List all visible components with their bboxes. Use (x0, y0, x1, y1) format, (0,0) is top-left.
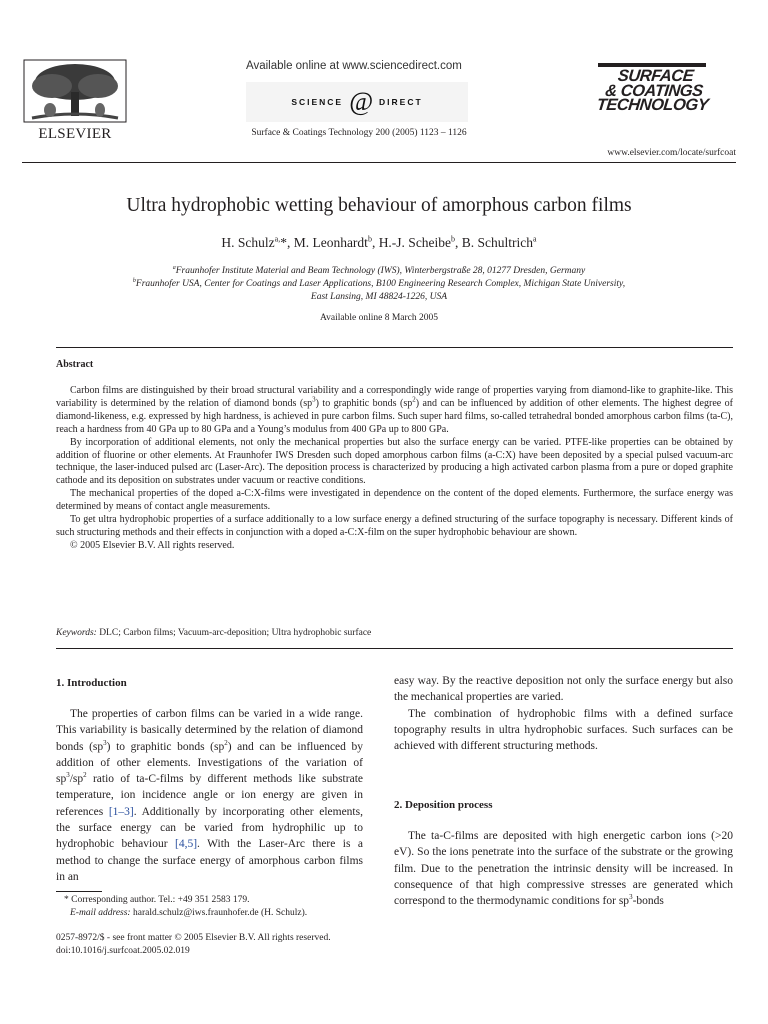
doi-line[interactable]: doi:10.1016/j.surfcoat.2005.02.019 (56, 946, 190, 956)
abstract-paragraph: By incorporation of additional elements, not only the mechanical properties but also the surface energy can be varied. PTFE-like properties can be obtained by addition of fluorine or other elements. At Fraunhofer IWS Dresden such doped amorphous carbon films (a-C:X) have been deposited by a special pulsed vacuum-arc technique, the laser-induced pulsed arc (Laser-Arc). The deposition process is characterized by producing a high activated carbon plasma from a pure or doped graphite cathode and its deposition on substrates under vacuum or reactive conditions. (56, 436, 733, 487)
right-column-top (394, 673, 733, 754)
affiliation-line (22, 279, 736, 289)
section-heading-deposition: 2. Deposition process (394, 799, 493, 811)
paper-title: Ultra hydrophobic wetting behaviour of amorphous carbon films (126, 195, 632, 216)
sd-logo-left: SCIENCE (291, 97, 344, 107)
body-text: ) to graphitic bonds (sp (106, 740, 225, 753)
sd-at-icon: @ (349, 87, 374, 116)
body-text: ) and can be influenced by addition of other elements. Investigations of the variation of sp (56, 740, 364, 786)
keywords (56, 628, 733, 638)
journal-logo-line: & COATINGS (604, 81, 704, 100)
affiliation-mark: a (172, 264, 176, 271)
author-separator: , (455, 235, 462, 250)
copyright-line: © 2005 Elsevier B.V. All rights reserved. (70, 539, 235, 551)
footnote-divider (56, 891, 102, 892)
author-affiliation-mark: b (367, 234, 372, 244)
abstract-heading: Abstract (56, 359, 94, 370)
body-paragraph: The combination of hydrophobic films with a defined surface topography results in ultra hydrophobic surfaces. Such surfaces can be achieved with different structuring methods. (394, 707, 733, 753)
sciencedirect-logo[interactable] (246, 82, 468, 122)
journal-logo (594, 63, 714, 113)
superscript: 2 (412, 395, 416, 404)
body-text: ratio of ta-C-films by different methods like substrate temperature, ion incidence angle or ion energy are given in references (56, 773, 363, 818)
affiliation-mark: b (132, 277, 136, 284)
abstract-text: Carbon films are distinguished by their broad structural variability and a correspondingly wide range of properties varying from diamond-like to graphite-like. This variability is determined by the relation of diamond bonds (sp (56, 385, 733, 409)
body-text: . Additionally by incorporating other elements, the surface energy can be varied from hydrophilic up to hydrophobic behaviour (56, 805, 363, 851)
elsevier-tree-emblem (22, 58, 128, 124)
introduction-body (56, 706, 363, 885)
affiliation-text: Fraunhofer Institute Material and Beam Technology (IWS), Winterbergstraße 28, 01277 Dresden, Germany (175, 266, 586, 276)
journal-logo-line: TECHNOLOGY (595, 96, 710, 114)
author-list (22, 235, 736, 251)
body-text: /sp (69, 773, 84, 786)
journal-reference: Surface & Coatings Technology 200 (2005) 1123 – 1126 (251, 128, 467, 138)
superscript: 3 (312, 395, 316, 404)
abstract-divider-top (56, 347, 733, 348)
author-affiliation-mark: a (533, 234, 537, 244)
author-separator: , (371, 235, 379, 250)
author-affiliation-mark: a, (274, 234, 281, 244)
body-paragraph (56, 706, 363, 885)
affiliation-line (22, 266, 736, 276)
corresponding-author-note: * Corresponding author. Tel.: +49 351 2583 179. (64, 895, 250, 905)
author-name: M. Leonhardt (293, 235, 368, 250)
body-paragraph: easy way. By the reactive deposition not only the surface energy but also the mechanical properties are varied. (394, 675, 733, 704)
sciencedirect-banner[interactable]: Available online at www.sciencedirect.com (246, 60, 462, 72)
abstract-paragraph: The mechanical properties of the doped a-C:X-films were investigated in dependence on the content of the doped elements. Furthermore, the surface energy was determined by means of contact angle measurements. (56, 488, 733, 513)
footnote (56, 894, 363, 920)
body-text: -bonds (632, 895, 664, 908)
email-address[interactable]: harald.schulz@iws.fraunhofer.de (H. Schulz). (130, 908, 308, 918)
author-affiliation-mark: b (451, 234, 456, 244)
abstract-body (56, 385, 733, 553)
keywords-list: DLC; Carbon films; Vacuum-arc-deposition; Ultra hydrophobic surface (99, 628, 372, 638)
journal-logo-text (592, 69, 717, 113)
superscript: 2 (83, 771, 87, 780)
email-label: E-mail address: (70, 908, 131, 918)
citation-link[interactable]: [4,5] (174, 838, 198, 851)
journal-url[interactable]: www.elsevier.com/locate/surfcoat (607, 148, 736, 158)
affiliation-line (22, 292, 736, 302)
superscript: 3 (66, 771, 70, 780)
section-heading-introduction: 1. Introduction (56, 677, 127, 689)
available-online-date: Available online 8 March 2005 (319, 313, 438, 323)
front-matter (56, 932, 376, 958)
body-text: The properties of carbon films can be varied in a wide range. This variability is basically determined by the relation of diamond bonds (sp (56, 708, 363, 753)
elsevier-logo (22, 58, 128, 143)
citation-link[interactable]: [1–3] (108, 805, 134, 818)
publisher-name: ELSEVIER (38, 126, 112, 142)
abstract-text: ) to graphitic bonds (sp (315, 397, 413, 409)
email-line (56, 907, 363, 920)
journal-logo-line: SURFACE (616, 67, 695, 85)
abstract-paragraph: To get ultra hydrophobic properties of a surface additionally to a low surface energy a defined structuring of the surface topography is necessary. Different kinds of such structuring methods and their effects in conjunction with a doped a-C:X-film on the super hydrophobic behaviour are shown. (56, 514, 733, 538)
author-separator: , (286, 235, 294, 250)
author-name: H. Schulz (221, 235, 275, 250)
body-text: . With the Laser-Arc there is a method to change the surface energy of amorphous carbon films in an (56, 838, 363, 883)
superscript: 2 (224, 738, 228, 747)
body-text: The ta-C-films are deposited with high energetic carbon ions (>20 eV). So the ions penetrate into the surface of the substrate or the growing film. Due to the penetration the intrinsic density will be increased. In consequence of that high compressive stresses are generated which correspond to the thermodynamic conditions for sp (394, 830, 733, 908)
superscript: 3 (103, 738, 107, 747)
author-name: B. Schultrich (461, 235, 534, 250)
keywords-label: Keywords: (56, 628, 97, 638)
author-name: H.-J. Scheibe (378, 235, 452, 250)
issn-line: 0257-8972/$ - see front matter © 2005 Elsevier B.V. All rights reserved. (56, 933, 331, 943)
abstract-divider-bottom (56, 648, 733, 649)
abstract-paragraph (56, 385, 733, 437)
deposition-body (394, 828, 733, 909)
body-paragraph (394, 828, 733, 909)
corresponding-author-star[interactable]: * (280, 235, 287, 250)
header-divider (22, 162, 736, 163)
abstract-text: ) and can be influenced by addition of other elements. The highest degree of diamond-likeness, e.g. expressed by high hardness, is achieved in pure carbon films. Such super hard films, so-called tetrahedral bonded amorphous carbon films (ta-C), reach a hardness from 40 GPa up to 80 GPa and a Young’s modulus from 400 GPa up to 800 GPa. (56, 397, 733, 435)
affiliation-text: East Lansing, MI 48824-1226, USA (310, 292, 448, 302)
sd-logo-right: DIRECT (379, 97, 423, 107)
affiliation-text: Fraunhofer USA, Center for Coatings and Laser Applications, B100 Engineering Research Complex, Michigan State University, (135, 279, 626, 289)
superscript: 3 (629, 893, 633, 902)
